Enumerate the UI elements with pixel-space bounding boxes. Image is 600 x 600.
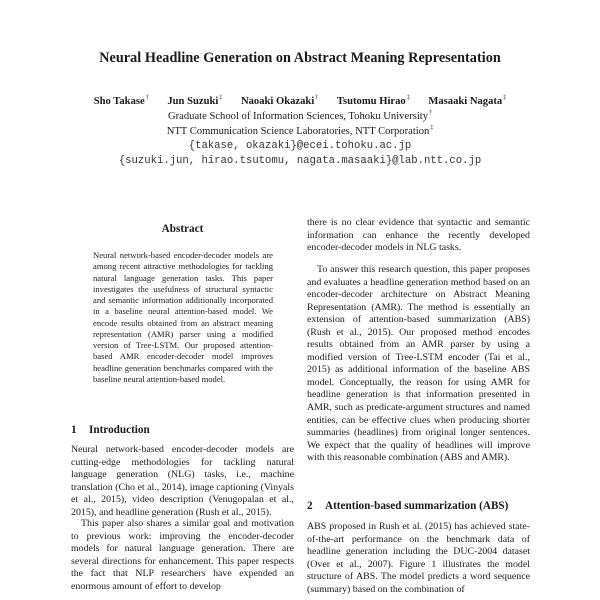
section-number: 1 xyxy=(71,424,77,436)
author-1: Sho Takase† xyxy=(93,95,149,107)
author-5: Masaaki Nagata‡ xyxy=(428,95,507,107)
abstract-heading: Abstract xyxy=(161,223,204,235)
affiliation-mark: † xyxy=(145,95,149,101)
email-ntt: {suzuki.jun, hirao.tsutomu, nagata.masaaki}@lab.ntt.co.jp xyxy=(118,155,482,167)
affiliation-tohoku: Graduate School of Information Sciences, Tohoku University† xyxy=(167,110,433,122)
paper-title: Neural Headline Generation on Abstract Meaning Representation xyxy=(99,50,501,66)
section-number: 2 xyxy=(307,500,313,512)
intro-paragraph-4: To answer this research question, this paper proposes and evaluates a headline generation method based on an encoder-decoder architecture on Abstract Meaning Representation (AMR). The method is essentially an extension of attention-based summarization (ABS) (Rush et al., 2015). Our proposed method encodes results obtained from an AMR parser by using a modified version of Tree-LSTM encoder (Tai et al., 2015) as additional information of the baseline ABS model. Conceptually, the reason for using AMR for headline generation is that information presented in AMR, such as predicate-argument structures and named entities, can be effective clues when producing shorter summaries (headlines) from original longer sentences. We expect that the quality of headlines will improve with this reasonable combination (ABS and AMR). xyxy=(307,264,530,464)
section-2-heading: 2 Attention-based summarization (ABS) xyxy=(307,500,509,512)
author-4: Tsutomu Hirao‡ xyxy=(336,95,410,107)
abs-paragraph-1: ABS proposed in Rush et al. (2015) has achieved state-of-the-art performance on the benchmark data of headline generation including the DUC-2004 dataset (Over et al., 2007). Figure 1 illustrates the model structure of ABS. The model predicts a word sequence (summary) based on the combination of xyxy=(307,521,530,595)
author-list xyxy=(0,95,600,107)
affiliation-mark: ‡ xyxy=(406,95,410,101)
abstract-text: Neural network-based encoder-decoder models are among recent attractive methodologies for tackling natural language generation tasks. This paper investigates the usefulness of structural syntactic and semantic information additionally incorporated in a baseline neural attention-based model. We encode results obtained from an abstract meaning representation (AMR) parser using a modified version of Tree-LSTM. Our proposed attention-based AMR encoder-decoder model improves headline generation benchmarks compared with the baseline neural attention-based model. xyxy=(93,250,273,384)
section-1-heading: 1 Introduction xyxy=(71,424,150,436)
author-3: Naoaki Okazaki† xyxy=(240,95,319,107)
intro-paragraph-2: This paper also shares a similar goal and motivation to previous work: improving the encoder-decoder models for natural language generation. There are several directions for enhancement. This paper respects the fact that NLP researchers have expended an enormous amount of effort to develop xyxy=(71,518,294,592)
affiliation-mark: ‡ xyxy=(503,95,507,101)
affiliation-ntt: NTT Communication Science Laboratories, NTT Corporation‡ xyxy=(166,125,434,137)
author-2: Jun Suzuki‡ xyxy=(167,95,223,107)
affiliation-mark: ‡ xyxy=(219,95,223,101)
intro-paragraph-1: Neural network-based encoder-decoder models are cutting-edge methodologies for tackling natural language generation (NLG) tasks, i.e., machine translation (Cho et al., 2014), image captioning (Vinyals et al., 2015), video description (Venugopalan et al., 2015), and headline generation (Rush et al., 2015). xyxy=(71,444,294,518)
intro-paragraph-3: there is no clear evidence that syntactic and semantic information can enhance the recently developed encoder-decoder models in NLG tasks. xyxy=(307,217,530,254)
email-tohoku: {takase, okazaki}@ecei.tohoku.ac.jp xyxy=(188,140,412,152)
affiliation-mark: † xyxy=(315,95,319,101)
